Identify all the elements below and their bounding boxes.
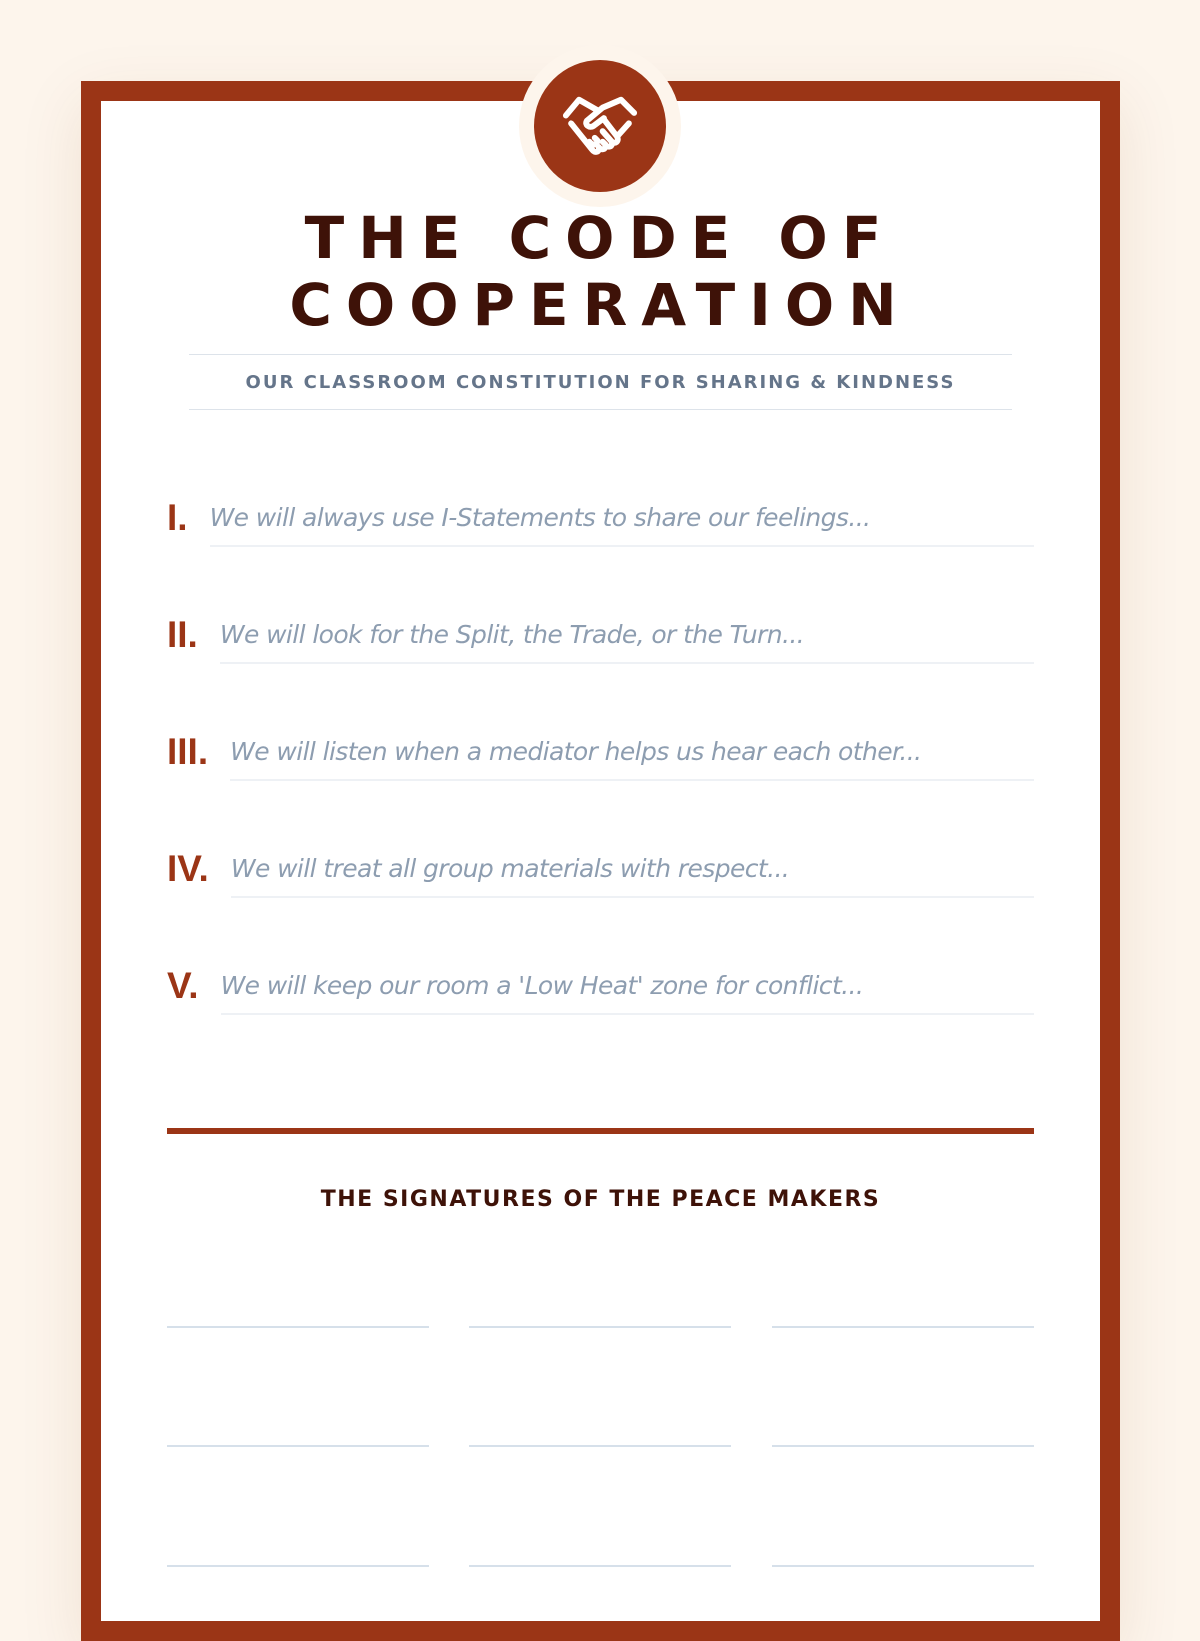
emblem-circle <box>534 60 666 192</box>
article-field[interactable] <box>230 723 1034 781</box>
signature-line[interactable] <box>772 1326 1034 1328</box>
article-field[interactable] <box>210 489 1034 547</box>
article-text: We will treat all group materials with respect... <box>230 853 790 883</box>
signature-line[interactable] <box>167 1445 429 1447</box>
signature-line[interactable] <box>469 1445 731 1447</box>
article-5 <box>167 957 1034 1015</box>
document-title <box>140 205 1060 339</box>
article-numeral: V. <box>167 965 199 1006</box>
signature-line[interactable] <box>167 1326 429 1328</box>
article-3 <box>167 723 1034 781</box>
article-field[interactable] <box>221 957 1034 1015</box>
subtitle-band <box>189 354 1012 410</box>
article-numeral: III. <box>167 731 209 772</box>
article-field[interactable] <box>231 840 1034 898</box>
emblem-badge <box>519 45 681 207</box>
article-text: We will always use I-Statements to share our feelings... <box>209 502 871 532</box>
title-line-1: THE CODE OF <box>304 204 896 272</box>
article-4 <box>167 840 1034 898</box>
signature-line[interactable] <box>469 1565 731 1567</box>
section-divider <box>167 1128 1034 1134</box>
signature-line[interactable] <box>469 1326 731 1328</box>
article-text: We will look for the Split, the Trade, or the Turn... <box>219 619 805 649</box>
article-2 <box>167 606 1034 664</box>
signatures-heading: THE SIGNATURES OF THE PEACE MAKERS <box>320 1187 881 1212</box>
document-subtitle: OUR CLASSROOM CONSTITUTION FOR SHARING & KINDNESS <box>245 371 956 393</box>
article-numeral: II. <box>167 614 198 655</box>
signature-line[interactable] <box>772 1565 1034 1567</box>
handshake-icon <box>558 84 642 168</box>
article-1 <box>167 489 1034 547</box>
signature-line[interactable] <box>167 1565 429 1567</box>
article-text: We will listen when a mediator helps us hear each other... <box>230 736 922 766</box>
article-numeral: I. <box>167 497 188 538</box>
article-field[interactable] <box>220 606 1034 664</box>
signature-line[interactable] <box>772 1445 1034 1447</box>
title-line-2: COOPERATION <box>289 271 911 339</box>
article-text: We will keep our room a 'Low Heat' zone for conflict... <box>220 970 864 1000</box>
article-numeral: IV. <box>167 848 209 889</box>
